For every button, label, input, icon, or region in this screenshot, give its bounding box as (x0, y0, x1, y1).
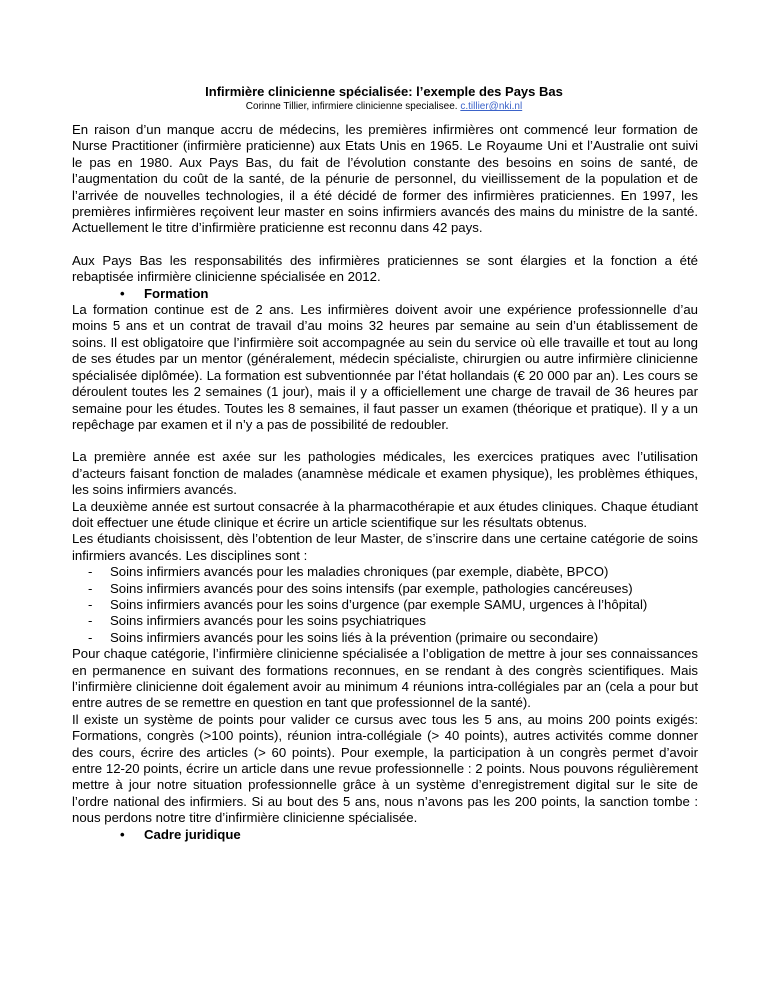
legal-heading-label: Cadre juridique (144, 826, 241, 842)
document-title: Infirmière clinicienne spécialisée: l’exemple des Pays Bas (205, 84, 563, 99)
legal-heading (72, 827, 698, 843)
bullet-icon: • (120, 826, 125, 842)
continuing-education-paragraph: Pour chaque catégorie, l’infirmière clinicienne spécialisée a l’obligation de mettre à jour ses connaissances en permanence en suivant des formations reconnues, en se rendant à des congrès scientifiques. Mais l’infirmière clinicienne doit également avoir au minimum 4 réunions intra-collégiales par an (cela a pour but entre autres de se remettre en question en tant que professionnel de la santé). (72, 646, 698, 711)
disciplines-list (72, 564, 698, 646)
dash-icon: - (88, 596, 93, 612)
year2-paragraph: La deuxième année est surtout consacrée à la pharmacothérapie et aux études cliniques. Chaque étudiant doit effectuer une étude clinique et écrire un article scientifique sur les résultats obtenus. (72, 498, 698, 530)
year1-paragraph: La première année est axée sur les pathologies médicales, les exercices pratiques avec l’utilisation d’acteurs faisant fonction de malades (anamnèse médicale et examen physique), les problèmes éthiques, les soins infirmiers avancés. (72, 449, 698, 498)
evolution-paragraph: Aux Pays Bas les responsabilités des infirmières praticiennes se sont élargies et la fonction a été rebaptisée infirmière clinicienne spécialisée en 2012. (72, 252, 698, 285)
document-body (72, 122, 698, 843)
list-item: - Soins infirmiers avancés pour les soins liés à la prévention (primaire ou secondaire) (88, 629, 599, 645)
list-item: - Soins infirmiers avancés pour les soins psychiatriques (88, 613, 426, 629)
list-item: - Soins infirmiers avancés pour les maladies chroniques (par exemple, diabète, BPCO) (88, 564, 609, 580)
points-system-paragraph: Il existe un système de points pour valider ce cursus avec tous les 5 ans, au moins 200 points exigés: Formations, congrès (>100 points), réunion intra-collégiale (> 40 points), autres activités comme donner des cours, écrire des articles (> 60 points). Pour exemple, la participation à un congrès permet d’avoir entre 12-20 points, écrire un article dans une revue professionnelle : 2 points. Nous pouvons régulièrement mettre à jour notre situation professionnelle grâce à un système d’enregistrement digital sur le site de l’ordre national des infirmiers. Si au bout des 5 ans, nous n’avons pas les 200 points, la sanction tombe : nous perdons notre titre d’infirmière clinicienne spécialisée. (72, 711, 698, 826)
author-email-link[interactable]: c.tillier@nki.nl (460, 101, 523, 112)
formation-heading-label: Formation (144, 285, 209, 301)
bullet-icon: • (120, 285, 125, 301)
dash-icon: - (88, 580, 93, 596)
dash-icon: - (88, 613, 93, 629)
dash-icon: - (88, 564, 93, 580)
author-line: Corinne Tillier, infirmiere clinicienne specialisee. (245, 101, 458, 112)
intro-paragraph: En raison d’un manque accru de médecins, les premières infirmières ont commencé leur formation de Nurse Practitioner (infirmière praticienne) aux Etats Unis en 1965. Le Royaume Uni et l’Australie ont suivi le pas en 1980. Aux Pays Bas, du fait de l’évolution constante des besoins en soins de santé, de l’augmentation du coût de la santé, de la pénurie de personnel, du vieillissement de la population et de l’arrivée de nouvelles technologies, il a été décidé de former des infirmières praticiennes. En 1997, les premières infirmières reçoivent leur master en soins infirmiers avancés des mains du ministre de la santé. Actuellement le titre d’infirmière praticienne est reconnu dans 42 pays. (72, 122, 698, 236)
list-item: - Soins infirmiers avancés pour les soins d’urgence (par exemple SAMU, urgences à l’hôpital) (88, 596, 648, 612)
list-item: - Soins infirmiers avancés pour des soins intensifs (par exemple, pathologies cancéreuses) (88, 580, 633, 596)
dash-icon: - (88, 629, 93, 645)
disciplines-intro: Les étudiants choisissent, dès l’obtention de leur Master, de s’inscrire dans une certaine catégorie de soins infirmiers avancés. Les disciplines sont : (72, 531, 698, 563)
formation-heading (72, 286, 698, 302)
document-byline (0, 100, 768, 113)
formation-paragraph: La formation continue est de 2 ans. Les infirmières doivent avoir une expérience professionnelle d’au moins 5 ans et un contrat de travail d’au moins 32 heures par semaine au sein d’un établissement de soins. Il est obligatoire que l’infirmière soit accompagnée au sein du service où elle travaille et tout au long de ses études par un mentor (généralement, médecin spécialiste, chirurgien ou autre infirmière clinicienne spécialisée diplômée). La formation est subventionnée par l’état hollandais (€ 20 000 par an). Les cours se déroulent toutes les 2 semaines (1 jour), mais il y a officiellement une charge de travail de 36 heures par semaine pour les études. Toutes les 8 semaines, il faut passer un examen (théorique et pratique). Il y a un repêchage par examen et il n’y a pas de possibilité de redoubler. (72, 302, 698, 432)
